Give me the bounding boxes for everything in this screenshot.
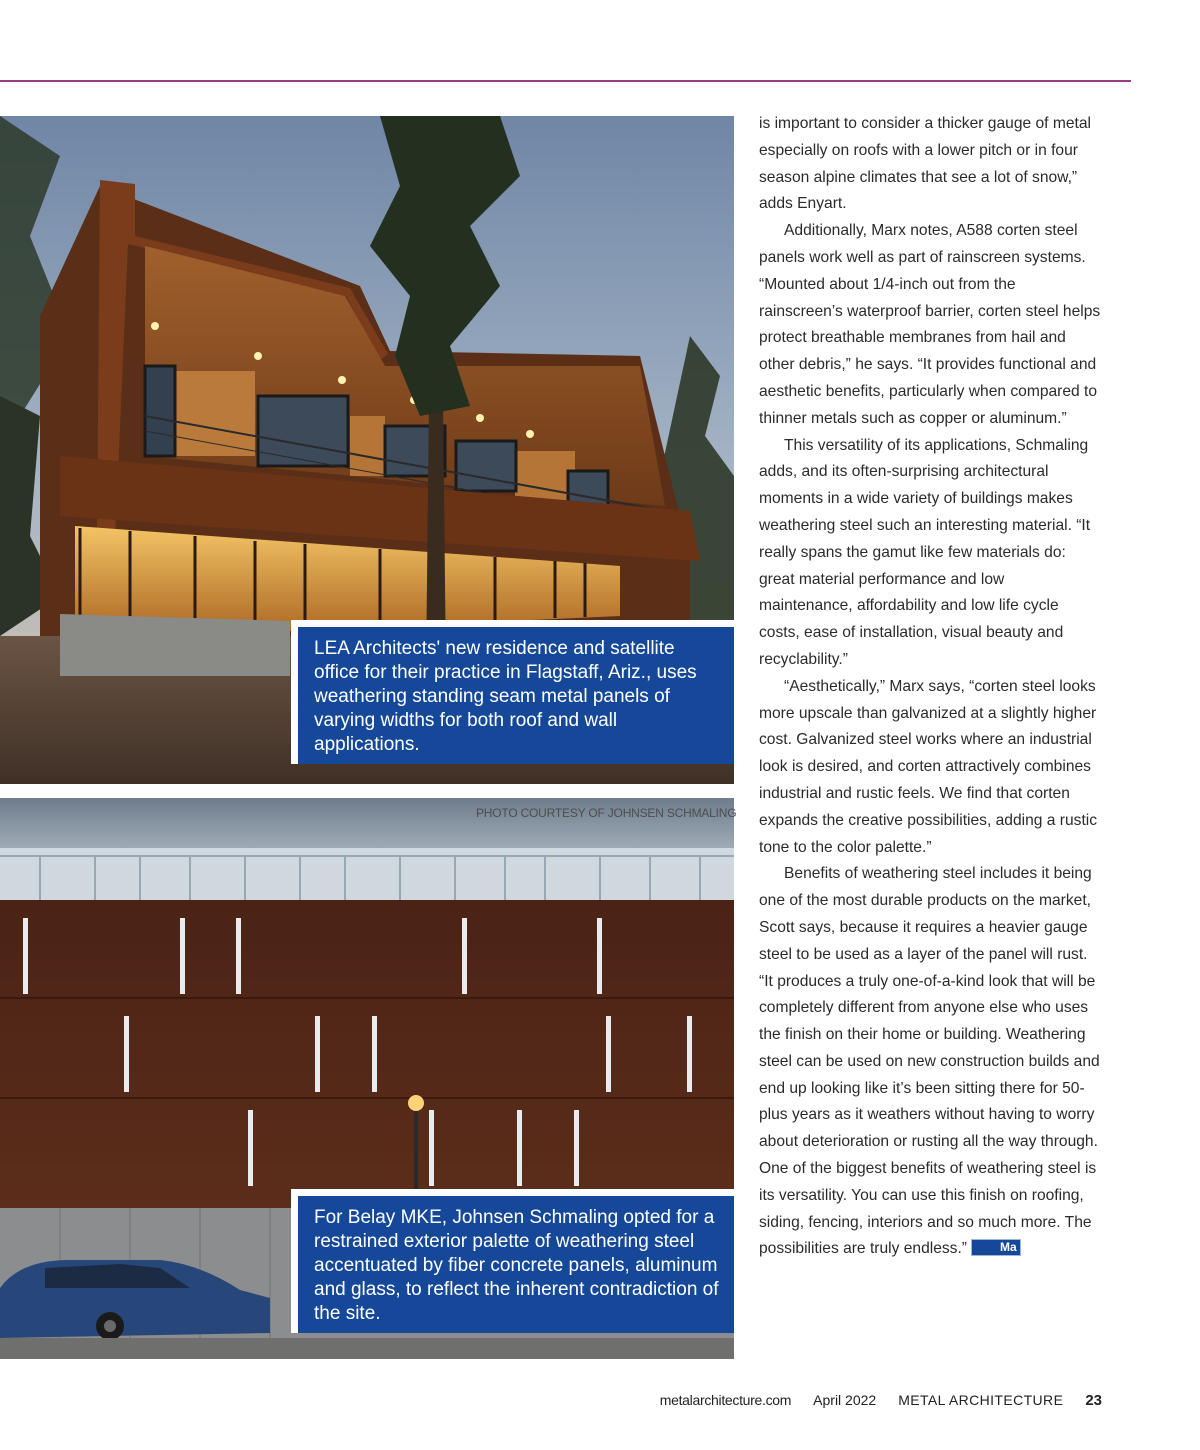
article-column xyxy=(759,111,1101,1263)
article-paragraph-text: Benefits of weathering steel includes it being one of the most durable products on the market, Scott says, because it requires a heavier gauge steel to be used as a layer of the panel will rust. “It produces a truly one-of-a-kind look that will be completely different from anyone else who uses the finish on their home or building. Weathering steel can be used on new construction builds and end up looking like it’s been sitting there for 50-plus years as it weathers without having to worry about deterioration or rusting all the way through. One of the biggest benefits of weathering steel is its versatility. You can use this finish on roofing, siding, fencing, interiors and so much more. The possibilities are truly endless.” xyxy=(759,865,1100,1258)
belay-mke-caption: For Belay MKE, Johnsen Schmaling opted for a restrained exterior palette of weathering steel accentuated by fiber concrete panels, aluminum and glass, to reflect the inherent contradiction of the site. xyxy=(291,1189,734,1333)
photo-credit: PHOTO COURTESY OF JOHNSEN SCHMALING xyxy=(476,806,737,820)
footer-magazine: METAL ARCHITECTURE xyxy=(898,1392,1064,1408)
page-footer xyxy=(660,1392,1102,1409)
article-paragraph: is important to consider a thicker gauge of metal especially on roofs with a lower pitch or in four season alpine climates that see a lot of snow,” adds Enyart. xyxy=(759,115,1091,213)
footer-url: metalarchitecture.com xyxy=(659,1392,792,1408)
header-rule xyxy=(0,80,1131,82)
article-paragraph: “Aesthetically,” Marx says, “corten steel looks more upscale than galvanized at a slightly higher cost. Galvanized steel works where an industrial look is desired, and corten attractively combines industrial and rustic feels. We find that corten expands the creative possibilities, adding a rustic tone to the color palette.” xyxy=(759,677,1098,856)
page-number: 23 xyxy=(1085,1392,1102,1409)
residence-caption: LEA Architects' new residence and satellite office for their practice in Flagstaff, Ariz., uses weathering standing seam metal panels of varying widths for both roof and wall applications. xyxy=(291,620,734,764)
article-paragraph: This versatility of its applications, Schmaling adds, and its often-surprising architectural moments in a wide variety of buildings makes weathering steel such an interesting material. “It really spans the gamut like few materials do: great material performance and low maintenance, affordability and low life cycle costs, ease of installation, visual beauty and recyclability.” xyxy=(759,436,1091,668)
end-mark-logo: Ma xyxy=(971,1239,1021,1256)
article-paragraph-last xyxy=(759,861,1101,1263)
article-paragraph: Additionally, Marx notes, A588 corten steel panels work well as part of rainscreen systems. “Mounted about 1/4-inch out from the rainscreen’s waterproof barrier, corten steel helps protect breathable membranes from hail and other debris,” he says. “It provides functional and aesthetic benefits, particularly when compared to thinner metals such as copper or aluminum.” xyxy=(759,222,1101,427)
footer-date: April 2022 xyxy=(813,1392,877,1408)
